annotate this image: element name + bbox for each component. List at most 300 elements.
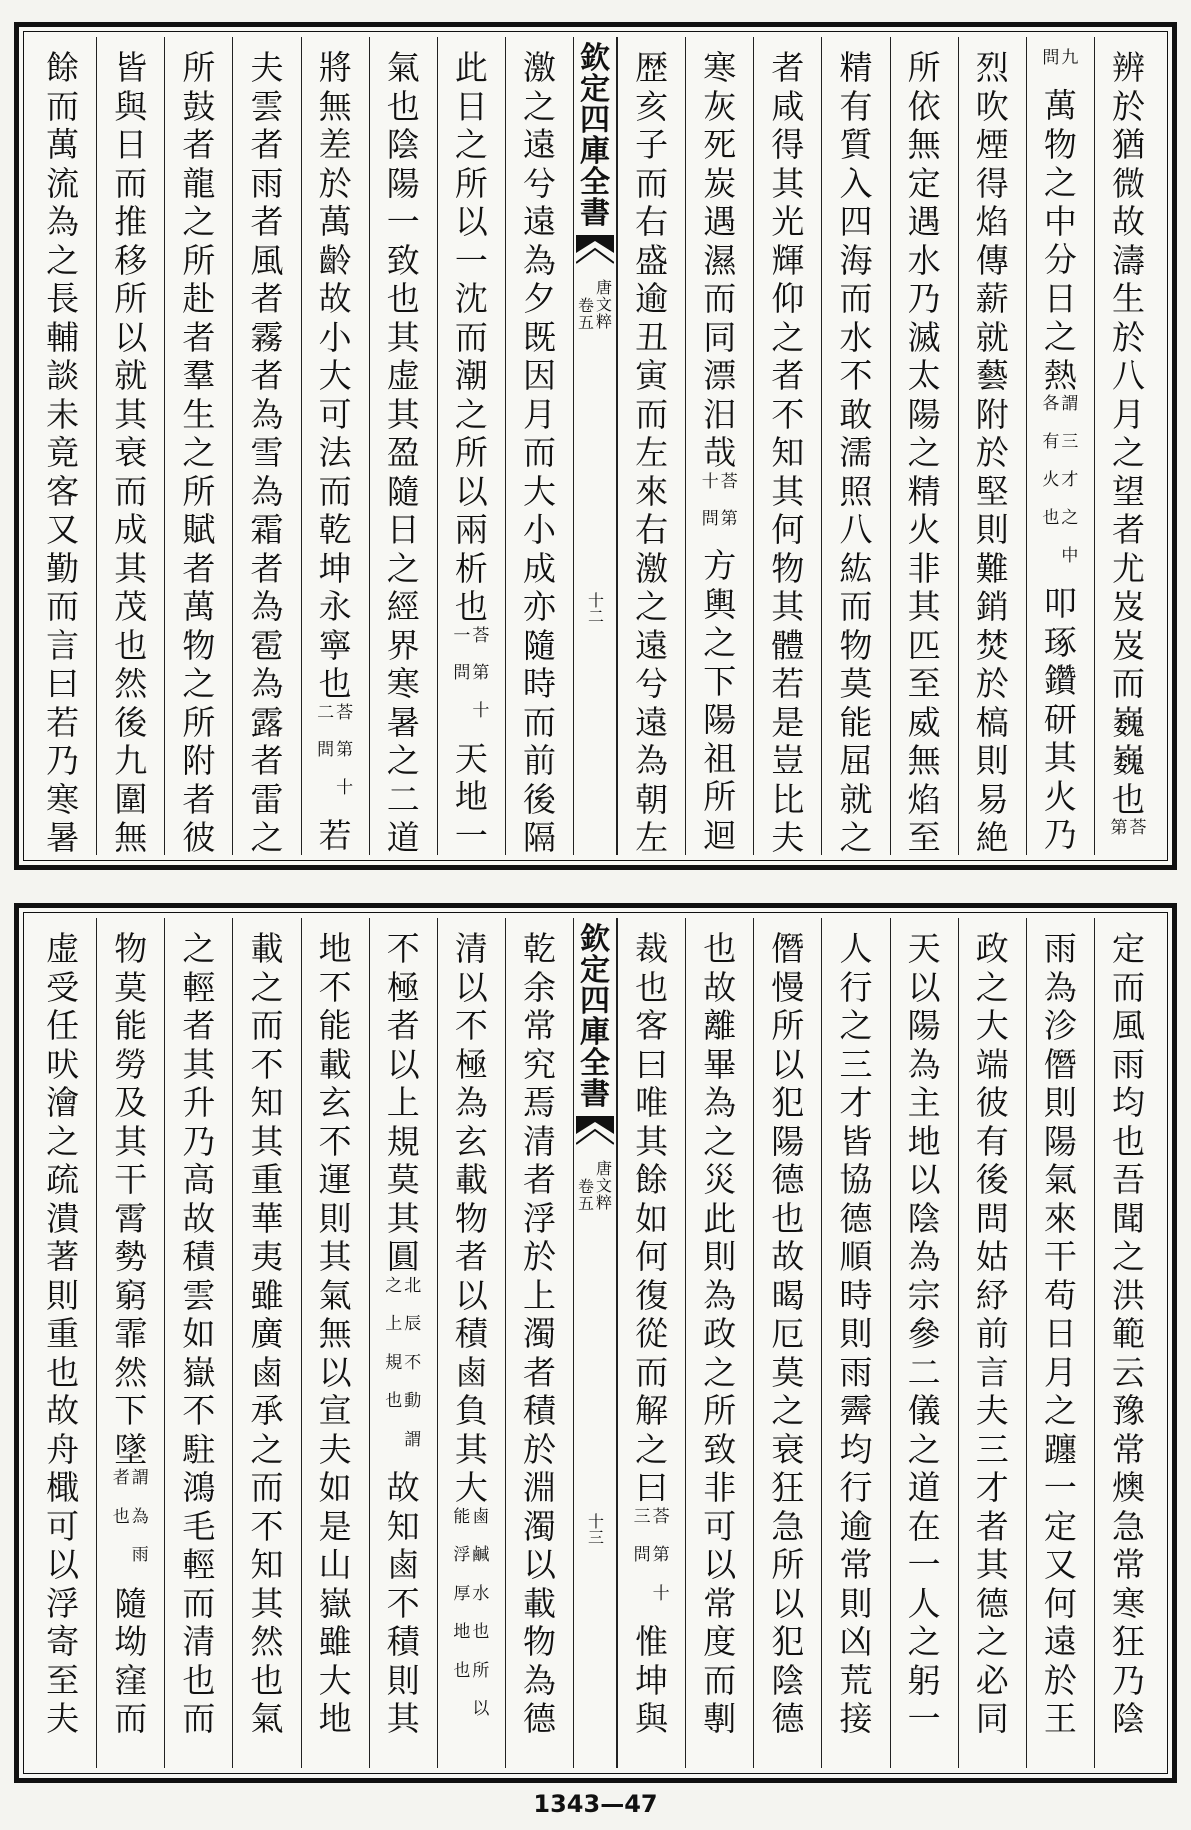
text-char: 大: [975, 1006, 1009, 1045]
folio-number: 十三: [585, 1513, 605, 1545]
annotation-pair: 謂 者: [112, 1468, 149, 1488]
text-char: 死: [703, 125, 737, 164]
text-char: 時: [839, 1275, 873, 1315]
text-char: 者: [182, 779, 216, 819]
text-char: 也: [46, 1352, 80, 1392]
text-char: 來: [635, 471, 669, 511]
text-char: 乃: [46, 741, 80, 780]
text-char: 也: [114, 625, 148, 665]
text-char: 猶: [1111, 125, 1145, 164]
text-char: 而: [46, 587, 80, 626]
text-char: 之: [771, 317, 805, 357]
text-char: 之: [907, 1429, 941, 1469]
text-char: 一: [386, 202, 420, 241]
text-char: 宗: [907, 1275, 941, 1315]
text-char: 界: [386, 625, 420, 665]
text-char: 入: [839, 163, 873, 203]
text-char: 政: [703, 1314, 737, 1353]
text-char: 堅: [975, 471, 1009, 511]
text-char: 之: [1043, 317, 1077, 357]
text-char: 既: [522, 317, 556, 357]
text-char: 不: [454, 1006, 488, 1045]
text-char: 則: [839, 1583, 873, 1623]
text-char: 鹵: [454, 1352, 488, 1392]
text-char: 茂: [114, 587, 148, 626]
text-char: 勢: [114, 1237, 148, 1276]
text-char: 德: [771, 1160, 805, 1199]
text-char: 吠: [46, 1044, 80, 1084]
text-char: 鼓: [182, 86, 216, 126]
book-title-char: 定: [580, 72, 610, 107]
text-char: 之: [1043, 1391, 1077, 1430]
text-char: 之: [975, 967, 1009, 1007]
text-char: 也: [386, 86, 420, 126]
folio-number: 十二: [585, 592, 605, 624]
text-char: 雨: [250, 163, 284, 203]
text-char: 裁: [635, 929, 669, 968]
text-char: 廣: [250, 1314, 284, 1353]
collection-name: 唐 文 粹: [596, 1159, 613, 1212]
annotation-pair: 十: [336, 777, 354, 798]
text-char: 霏: [114, 1314, 148, 1353]
text-char: 宣: [318, 1391, 352, 1430]
text-char: 附: [975, 394, 1009, 434]
text-column: [437, 918, 505, 1768]
text-char: 坤: [318, 548, 352, 588]
text-char: 參: [907, 1314, 941, 1353]
text-char: 寒: [46, 779, 80, 819]
text-column: [685, 918, 753, 1768]
text-char: 重: [250, 1160, 284, 1199]
text-char: 風: [250, 240, 284, 280]
text-char: 衰: [114, 433, 148, 472]
text-char: 之: [907, 433, 941, 472]
text-char: 王: [1043, 1699, 1077, 1738]
text-column: [617, 918, 685, 1768]
text-char: 不: [250, 1044, 284, 1084]
text-char: 云: [1111, 1352, 1145, 1392]
text-char: 以: [454, 967, 488, 1007]
text-char: 上: [386, 1083, 420, 1122]
text-char: 方: [703, 546, 737, 585]
text-char: 載: [250, 929, 284, 968]
text-char: 以: [522, 1545, 556, 1584]
text-char: 浮: [522, 1198, 556, 1238]
text-char: 以: [907, 1160, 941, 1199]
text-char: 而: [703, 1660, 737, 1700]
text-char: 夫: [250, 48, 284, 87]
text-char: 而: [522, 433, 556, 472]
text-char: 水: [907, 240, 941, 280]
text-char: 左: [635, 818, 669, 855]
text-char: 此: [454, 48, 488, 87]
text-char: 之: [182, 433, 216, 472]
text-char: 余: [522, 967, 556, 1007]
text-char: 也: [182, 1660, 216, 1700]
text-char: 又: [46, 510, 80, 549]
text-char: 天: [454, 738, 488, 778]
text-char: 嶽: [182, 1352, 216, 1392]
text-char: 負: [454, 1391, 488, 1430]
text-char: 二: [386, 779, 420, 819]
text-char: 剸: [703, 1699, 737, 1738]
text-char: 暑: [386, 702, 420, 742]
text-char: 於: [318, 163, 352, 203]
text-char: 雨: [839, 1352, 873, 1392]
text-char: 後: [114, 702, 148, 742]
book-title-char: 全: [580, 1046, 610, 1081]
text-column: [29, 37, 96, 855]
text-char: 槁: [975, 702, 1009, 742]
fish-tail-mark-icon: [576, 1116, 614, 1156]
text-char: 長: [46, 279, 80, 318]
text-column: [437, 37, 505, 855]
text-char: 陽: [771, 1121, 805, 1161]
text-char: 也: [771, 1198, 805, 1238]
text-char: 兩: [454, 510, 488, 549]
text-char: 陰: [386, 125, 420, 164]
text-char: 月: [1043, 1352, 1077, 1392]
text-char: 所: [182, 240, 216, 280]
text-char: 者: [771, 356, 805, 395]
text-char: 盛: [635, 240, 669, 280]
text-char: 得: [975, 163, 1009, 203]
text-char: 則: [1043, 1083, 1077, 1122]
text-char: 鑽: [1043, 661, 1077, 701]
text-char: 嶽: [318, 1583, 352, 1623]
text-char: 也: [454, 587, 488, 626]
text-char: 致: [386, 240, 420, 280]
text-char: 者: [386, 1006, 420, 1045]
text-char: 其: [771, 471, 805, 511]
text-char: 者: [182, 548, 216, 588]
annotation-pair: 中: [1061, 546, 1079, 567]
text-char: 其: [1043, 738, 1077, 778]
volume-info: [578, 279, 612, 331]
text-char: 雨: [1043, 929, 1077, 968]
text-char: 德: [975, 1583, 1009, 1623]
text-char: 如: [182, 1314, 216, 1353]
text-char: 日: [1043, 1314, 1077, 1353]
annotation-pair: 謂: [404, 1429, 422, 1450]
text-char: 一: [907, 1699, 941, 1738]
annotation-pair: 第 問: [453, 663, 490, 684]
text-char: 歴: [635, 48, 669, 87]
text-char: 者: [182, 1006, 216, 1045]
text-char: 也: [386, 279, 420, 318]
text-char: 而: [839, 279, 873, 318]
text-char: 極: [454, 1044, 488, 1084]
text-char: 之: [771, 1391, 805, 1430]
text-column: [890, 37, 958, 855]
text-char: 為: [703, 1083, 737, 1122]
text-char: 一: [454, 240, 488, 280]
text-char: 精: [907, 471, 941, 511]
text-char: 知: [771, 433, 805, 472]
annotation-pair: 之 也: [1042, 508, 1079, 529]
text-char: 干: [1043, 1237, 1077, 1276]
annotation-pair: 荅 三: [633, 1506, 670, 1527]
text-char: 而: [114, 163, 148, 203]
text-char: 非: [907, 548, 941, 588]
text-char: 四: [839, 202, 873, 241]
text-char: 離: [703, 1006, 737, 1045]
text-char: 而: [454, 317, 488, 357]
text-char: 遠: [1043, 1622, 1077, 1661]
text-char: 定: [907, 163, 941, 203]
text-char: 竟: [46, 433, 80, 472]
text-char: 規: [386, 1121, 420, 1161]
text-char: 僭: [1043, 1044, 1077, 1084]
annotation-pair: 第 問: [701, 508, 738, 529]
text-char: 接: [839, 1699, 873, 1738]
text-char: 協: [839, 1160, 873, 1199]
text-char: 雹: [250, 625, 284, 665]
text-char: 其: [114, 548, 148, 588]
text-char: 龍: [182, 163, 216, 203]
text-char: 知: [250, 1545, 284, 1584]
text-char: 其: [386, 1198, 420, 1238]
text-char: 中: [1043, 201, 1077, 241]
text-char: 分: [1043, 240, 1077, 280]
text-char: 遠: [635, 625, 669, 665]
page-number-footer: 1343—47: [533, 1790, 658, 1818]
text-char: 激: [635, 548, 669, 588]
text-char: 之: [454, 125, 488, 164]
text-char: 則: [975, 741, 1009, 780]
text-column: [890, 918, 958, 1768]
text-char: 山: [318, 1545, 352, 1584]
text-char: 之: [1111, 433, 1145, 472]
text-char: 因: [522, 356, 556, 395]
text-char: 彼: [975, 1083, 1009, 1122]
text-char: 之: [522, 86, 556, 126]
annotation-pair: 所 也: [453, 1660, 490, 1681]
text-char: 遠: [635, 702, 669, 742]
annotation-pair: 荅 一: [453, 625, 490, 646]
text-char: 祖: [703, 738, 737, 778]
text-char: 所: [703, 777, 737, 816]
text-char: 坳: [114, 1622, 148, 1661]
text-char: 隨: [522, 625, 556, 665]
text-char: 暑: [46, 818, 80, 855]
text-char: 其: [250, 1583, 284, 1623]
annotation-pair: 荅 第: [1110, 818, 1147, 838]
text-char: 九: [114, 741, 148, 780]
text-char: 之: [182, 929, 216, 968]
text-char: 為: [250, 394, 284, 434]
text-char: 所: [454, 163, 488, 203]
annotation-pair: 動 也: [385, 1391, 422, 1411]
book-title-char: 四: [580, 984, 610, 1019]
text-char: 玄: [318, 1083, 352, 1122]
text-char: 則: [386, 1660, 420, 1700]
annotation-pair: 十: [472, 700, 490, 721]
text-char: 物: [771, 548, 805, 588]
text-char: 藝: [975, 356, 1009, 395]
text-char: 急: [771, 1506, 805, 1546]
text-char: 巍: [1111, 702, 1145, 742]
text-char: 其: [114, 1121, 148, 1161]
text-char: 以: [703, 1545, 737, 1584]
text-char: 小: [522, 510, 556, 549]
text-char: 豈: [771, 741, 805, 780]
text-char: 是: [318, 1506, 352, 1546]
text-char: 清: [522, 1121, 556, 1161]
text-char: 重: [46, 1314, 80, 1353]
text-char: 而: [250, 1468, 284, 1507]
text-char: 濤: [1111, 240, 1145, 280]
text-char: 有: [975, 1121, 1009, 1161]
text-char: 辨: [1111, 48, 1145, 87]
text-char: 受: [46, 967, 80, 1007]
text-column: [1026, 37, 1094, 855]
text-char: 極: [386, 967, 420, 1007]
annotation-pair: 才 火: [1042, 470, 1079, 491]
text-char: 清: [454, 929, 488, 968]
fish-tail-mark-icon: [576, 235, 614, 275]
text-char: 故: [386, 1468, 420, 1507]
text-char: 陰: [771, 1660, 805, 1700]
text-char: 寧: [318, 625, 352, 665]
text-char: 遇: [907, 202, 941, 241]
text-char: 就: [839, 779, 873, 819]
text-char: 勞: [114, 1044, 148, 1084]
text-char: 暍: [771, 1275, 805, 1315]
text-char: 陽: [386, 163, 420, 203]
text-char: 著: [46, 1237, 80, 1276]
text-char: 遠: [522, 125, 556, 164]
text-char: 道: [907, 1468, 941, 1507]
text-char: 焰: [975, 202, 1009, 241]
text-column: [958, 37, 1026, 855]
text-char: 所: [771, 1545, 805, 1584]
text-column: [29, 918, 96, 1768]
text-char: 從: [635, 1314, 669, 1353]
text-char: 載: [454, 1160, 488, 1199]
text-char: 夷: [250, 1237, 284, 1276]
text-char: 遠: [522, 202, 556, 241]
text-column: [821, 37, 889, 855]
text-char: 也: [635, 967, 669, 1007]
text-char: 餘: [635, 1160, 669, 1199]
text-char: 日: [1043, 278, 1077, 318]
text-char: 不: [839, 356, 873, 395]
book-title-char: 庫: [580, 134, 610, 169]
text-char: 熱: [1043, 355, 1077, 395]
text-char: 窮: [114, 1275, 148, 1315]
text-char: 雷: [250, 779, 284, 819]
text-char: 而: [46, 86, 80, 126]
text-char: 浮: [46, 1583, 80, 1623]
text-char: 萬: [318, 202, 352, 241]
book-title-char: 書: [580, 1077, 610, 1112]
text-char: 火: [1043, 776, 1077, 816]
book-title-char: 欽: [580, 41, 610, 76]
text-char: 狂: [771, 1468, 805, 1507]
text-char: 以: [907, 967, 941, 1007]
text-char: 能: [839, 702, 873, 742]
text-char: 衰: [771, 1429, 805, 1469]
text-char: 體: [771, 625, 805, 665]
text-char: 威: [907, 702, 941, 742]
text-char: 若: [46, 702, 80, 742]
text-char: 未: [46, 394, 80, 434]
text-char: 以: [454, 471, 488, 511]
annotation-pair: 第 問: [633, 1545, 670, 1565]
text-char: 之: [182, 202, 216, 241]
text-char: 銷: [975, 587, 1009, 626]
text-char: 仰: [771, 279, 805, 318]
text-char: 羣: [182, 356, 216, 395]
center-column: [573, 37, 617, 855]
text-char: 於: [1043, 1660, 1077, 1700]
text-char: 窪: [114, 1660, 148, 1700]
collection-name: 唐 文 粹: [596, 278, 613, 331]
annotation-pair: 以: [472, 1699, 490, 1719]
text-char: 於: [1111, 317, 1145, 357]
text-char: 致: [703, 1429, 737, 1469]
center-column: [573, 918, 617, 1768]
text-char: 為: [907, 1044, 941, 1084]
text-char: 逾: [635, 279, 669, 318]
text-char: 巍: [1111, 741, 1145, 780]
text-char: 琢: [1043, 622, 1077, 662]
text-char: 灰: [703, 86, 737, 126]
text-char: 厄: [771, 1314, 805, 1353]
text-char: 氣: [386, 48, 420, 87]
text-char: 寒: [703, 48, 737, 87]
text-char: 此: [703, 1198, 737, 1238]
text-char: 淵: [522, 1468, 556, 1507]
text-char: 者: [250, 741, 284, 780]
text-char: 犯: [771, 1083, 805, 1122]
text-char: 煙: [975, 125, 1009, 164]
text-char: 為: [522, 240, 556, 280]
text-char: 洪: [1111, 1275, 1145, 1315]
text-char: 若: [318, 815, 352, 855]
text-char: 如: [635, 1198, 669, 1238]
text-char: 生: [1111, 279, 1145, 318]
text-char: 夫: [46, 1699, 80, 1738]
text-char: 均: [839, 1429, 873, 1469]
text-char: 將: [318, 48, 352, 87]
text-char: 研: [1043, 699, 1077, 739]
text-char: 而: [182, 1699, 216, 1738]
text-char: 非: [703, 1468, 737, 1507]
text-char: 火: [907, 510, 941, 549]
text-char: 不: [771, 394, 805, 434]
text-char: 水: [839, 317, 873, 357]
text-char: 行: [839, 1468, 873, 1507]
text-char: 霧: [250, 317, 284, 357]
text-char: 朝: [635, 779, 669, 819]
text-char: 就: [975, 317, 1009, 357]
text-char: 然: [114, 1352, 148, 1392]
text-char: 霽: [839, 1391, 873, 1430]
text-char: 為: [907, 1237, 941, 1276]
text-char: 才: [975, 1468, 1009, 1507]
text-char: 同: [975, 1699, 1009, 1738]
text-char: 乃: [182, 1121, 216, 1161]
text-column: [821, 918, 889, 1768]
text-char: 潮: [454, 356, 488, 395]
text-char: 萬: [46, 125, 80, 164]
text-char: 陽: [907, 394, 941, 434]
text-char: 隔: [522, 818, 556, 855]
text-char: 其: [386, 1699, 420, 1738]
text-char: 雖: [318, 1622, 352, 1661]
